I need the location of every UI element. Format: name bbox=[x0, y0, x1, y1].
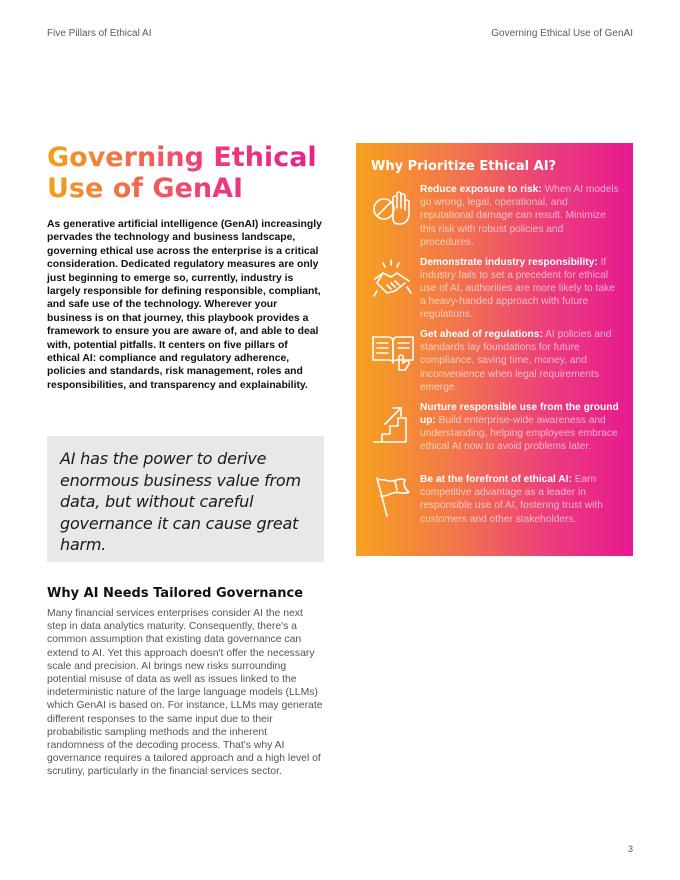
panel-item-body: Build enterprise-wide awareness and understanding, helping employees embrace ethical AI now to avoid problems later. bbox=[420, 414, 618, 453]
panel-title: Why Prioritize Ethical AI? bbox=[371, 159, 557, 174]
page-number: 3 bbox=[627, 844, 633, 854]
panel-item bbox=[371, 401, 619, 474]
panel-item bbox=[371, 473, 619, 546]
panel-item-heading: Get ahead of regulations: bbox=[420, 329, 543, 340]
intro-paragraph: As generative artificial intelligence (GenAI) increasingly pervades the technology and business landscape, governing ethical use across the enterprise is a critical consideration. Dedicated regulatory measures are only just beginning to emerge so, currently, industry is largely responsible for defining responsible, compliant, and safe use of the technology. Wherever your business is on that journey, this playbook provides a framework to ensure you are aware of, and able to deal with, potential pitfalls. It centers on five pillars of ethical AI: compliance and regulatory adherence, policies and standards, risk management, roles and responsibilities, and transparency and explainability. bbox=[47, 219, 322, 391]
panel-item-body: Earn competitive advantage as a leader in responsible use of AI, fostering trust with customers and other stakeholders. bbox=[420, 474, 603, 525]
panel-item-heading: Demonstrate industry responsibility: bbox=[420, 256, 598, 268]
panel-item-heading: Reduce exposure to risk: bbox=[420, 184, 542, 195]
panel-item-body: If industry fails to set a precedent for ethical use of AI, authorities are more likely to take a heavy-handed approach with future regulations. bbox=[420, 256, 615, 321]
panel-item-body: When AI models go wrong, legal, operational, and reputational damage can result. Minimize this risk with robust policies and procedures. bbox=[420, 184, 619, 248]
section-body: Many financial services enterprises consider AI the next step in data analytics maturity. Consequently, there's a common assumption that existing data governance can extend to AI. Yet this approach doesn't offer the necessary scale and precision. AI brings new risks surrounding potential misuse of data as well as issues linked to the indeterministic nature of the large language models (LLMs) which GenAI is based on. For instance, LLMs may generate different responses to the same input due to their probabilistic sampling methods and the inherent randomness of the decoding process. That's why AI governance requires a tailored approach and a high level of scrutiny, particularly in the financial services sector. bbox=[47, 608, 323, 778]
handshake-icon bbox=[371, 257, 415, 301]
stairs-arrow-icon bbox=[371, 402, 415, 446]
panel-item bbox=[371, 183, 619, 256]
panel-item bbox=[371, 256, 619, 329]
pull-quote-text: AI has the power to derive enormous business value from data, but without careful governance it can cause great harm. bbox=[60, 449, 301, 554]
section-heading: Why AI Needs Tailored Governance bbox=[47, 586, 304, 601]
flag-icon bbox=[371, 474, 415, 518]
running-header-right: Governing Ethical Use of GenAI bbox=[491, 28, 633, 39]
book-hand-icon bbox=[371, 329, 415, 373]
pull-quote bbox=[47, 436, 324, 562]
hand-stop-icon bbox=[371, 184, 415, 228]
panel-item-heading: Nurture responsible use from the ground up: bbox=[420, 401, 619, 426]
page-title: Governing Ethical Use of GenAI bbox=[47, 142, 337, 204]
running-header-left: Five Pillars of Ethical AI bbox=[47, 28, 152, 39]
ethical-ai-callout-panel bbox=[356, 143, 633, 556]
panel-item-body: AI policies and standards lay foundations for future compliance, saving time, money, and inconvenience when legal requirements emerge. bbox=[420, 329, 612, 393]
panel-item bbox=[371, 328, 619, 401]
panel-item-heading: Be at the forefront of ethical AI: bbox=[420, 474, 572, 485]
